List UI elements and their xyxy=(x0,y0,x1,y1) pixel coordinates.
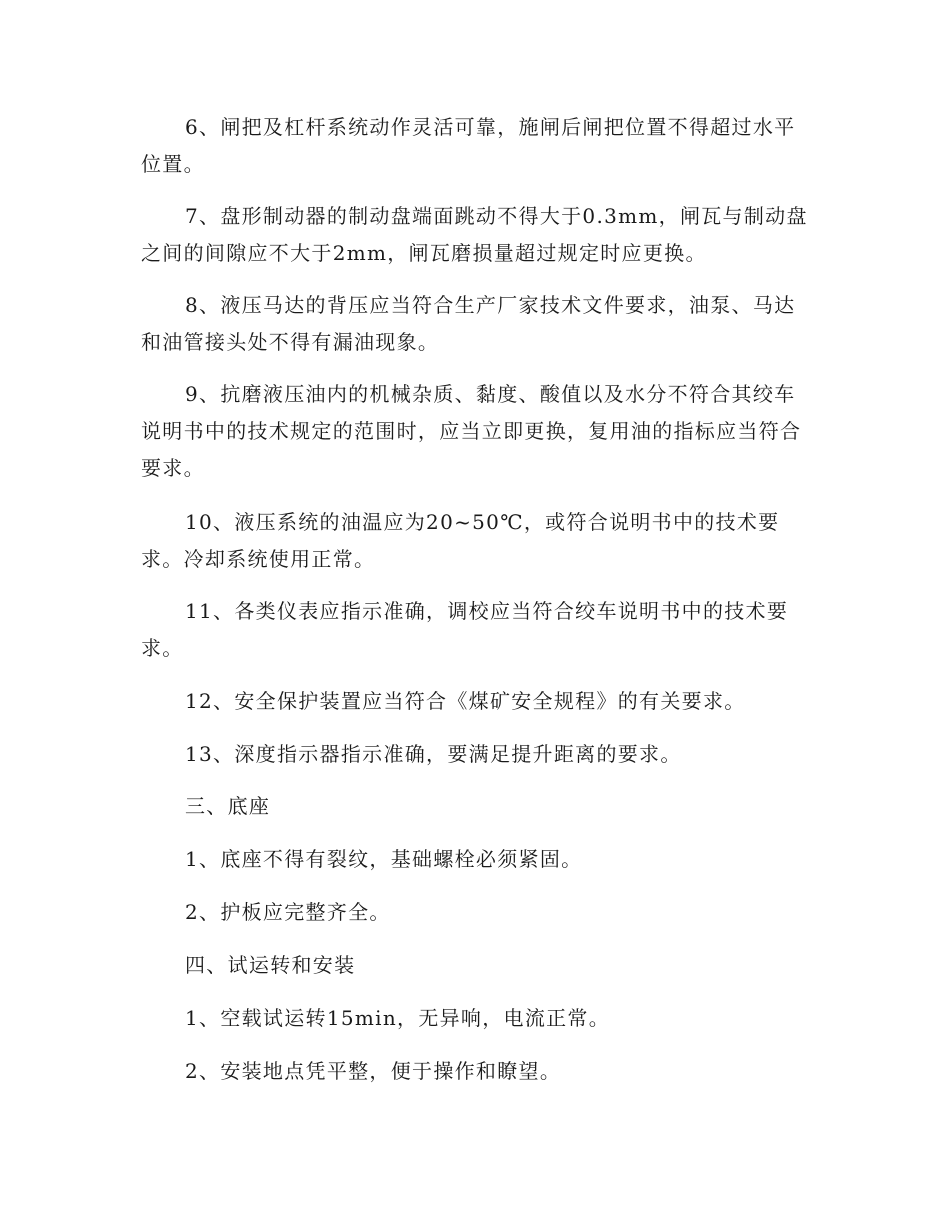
paragraph-item-7: 7、盘形制动器的制动盘端面跳动不得大于0.3mm，闸瓦与制动盘之间的间隙应不大于2mm，闸瓦磨损量超过规定时应更换。 xyxy=(141,204,808,265)
paragraph-item-13: 13、深度指示器指示准确，要满足提升距离的要求。 xyxy=(185,742,682,766)
paragraph-item-11: 11、各类仪表应指示准确，调校应当符合绞车说明书中的技术要求。 xyxy=(141,599,789,660)
section-heading-trial-run: 四、试运转和安装 xyxy=(185,953,356,977)
paragraph-item-trial-1: 1、空载试运转15min，无异响，电流正常。 xyxy=(185,1006,611,1030)
paragraph-item-trial-2: 2、安装地点凭平整，便于操作和瞭望。 xyxy=(185,1059,562,1083)
paragraph-item-8: 8、液压马达的背压应当符合生产厂家技术文件要求，油泵、马达和油管接头处不得有漏油现象。 xyxy=(141,293,796,354)
paragraph-item-12: 12、安全保护装置应当符合《煤矿安全规程》的有关要求。 xyxy=(185,689,746,713)
paragraph-item-10: 10、液压系统的油温应为20~50℃，或符合说明书中的技术要求。冷却系统使用正常。 xyxy=(141,510,780,571)
paragraph-item-base-1: 1、底座不得有裂纹，基础螺栓必须紧固。 xyxy=(185,847,583,871)
section-heading-base: 三、底座 xyxy=(185,794,271,818)
paragraph-item-base-2: 2、护板应完整齐全。 xyxy=(185,900,391,924)
paragraph-item-9: 9、抗磨液压油内的机械杂质、黏度、酸值以及水分不符合其绞车说明书中的技术规定的范围时，应当立即更换，复用油的指标应当符合要求。 xyxy=(141,382,802,480)
paragraph-item-6: 6、闸把及杠杆系统动作灵活可靠，施闸后闸把位置不得超过水平位置。 xyxy=(141,115,796,176)
